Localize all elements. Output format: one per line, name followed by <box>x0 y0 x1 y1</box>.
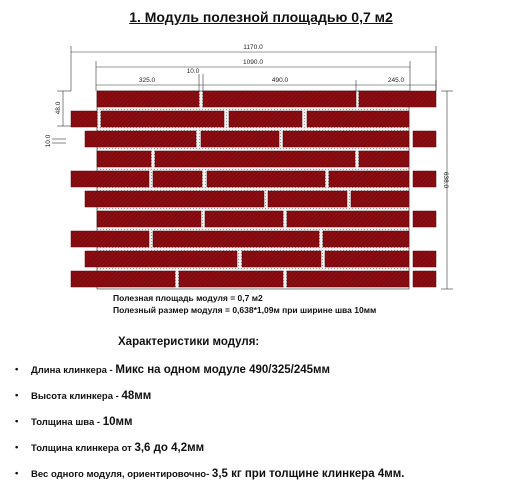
clinker-brick <box>413 171 436 187</box>
spec-label: Высота клинкера - <box>31 391 122 402</box>
clinker-brick <box>359 91 436 107</box>
spec-item <box>15 416 133 428</box>
dim-overall-width: 1170.0 <box>243 44 263 51</box>
spec-label: Толщина шва - <box>31 417 103 428</box>
dim-joint-top: 10.0 <box>186 68 200 75</box>
clinker-brick <box>97 91 199 107</box>
clinker-brick <box>155 151 355 167</box>
clinker-brick <box>85 131 196 147</box>
clinker-brick <box>413 271 436 287</box>
clinker-brick <box>307 111 409 127</box>
clinker-brick <box>97 211 201 227</box>
clinker-brick <box>207 171 325 187</box>
clinker-brick <box>413 251 436 267</box>
bullet: • <box>15 390 19 401</box>
spec-item <box>15 442 205 454</box>
clinker-brick <box>413 131 436 147</box>
clinker-brick <box>329 171 409 187</box>
clinker-brick <box>413 211 436 227</box>
clinker-brick <box>85 191 264 207</box>
clinker-brick <box>205 211 283 227</box>
clinker-brick <box>323 231 409 247</box>
spec-item <box>15 390 152 402</box>
clinker-brick <box>359 151 409 167</box>
dim-brick-left: 325.0 <box>138 77 156 84</box>
specs-heading: Характеристики модуля: <box>118 336 260 348</box>
bullet: • <box>15 416 19 427</box>
spec-label: Вес одного модуля, ориентировочно- <box>31 469 212 480</box>
spec-label: Толщина клинкера от <box>31 443 135 454</box>
spec-value: 10мм <box>102 416 133 428</box>
page-title: 1. Модуль полезной площадью 0,7 м2 <box>129 9 393 25</box>
dim-brick-right: 245.0 <box>387 77 405 84</box>
clinker-brick <box>71 171 149 187</box>
clinker-brick <box>242 251 321 267</box>
clinker-brick <box>287 211 409 227</box>
clinker-brick <box>283 131 409 147</box>
dim-brick-middle: 490.0 <box>271 77 289 84</box>
spec-item <box>15 364 331 376</box>
clinker-brick <box>229 111 302 127</box>
clinker-brick <box>268 191 347 207</box>
clinker-brick <box>85 251 237 267</box>
clinker-brick <box>325 251 409 267</box>
note-size: Полезный размер модуля = 0,638*1,09м при ширине шва 10мм <box>113 305 377 315</box>
bullet: • <box>15 442 19 453</box>
clinker-brick <box>203 91 356 107</box>
clinker-brick <box>71 271 175 287</box>
bullet: • <box>15 468 19 479</box>
clinker-brick <box>153 231 319 247</box>
spec-item <box>15 468 405 480</box>
spec-value: 3,6 до 4,2мм <box>134 442 205 454</box>
clinker-brick <box>71 231 149 247</box>
clinker-brick <box>201 131 279 147</box>
dim-brick-height: 48.0 <box>55 101 62 115</box>
spec-value: 48мм <box>121 390 152 402</box>
spec-value: 3,5 кг при толщине клинкера 4мм. <box>211 468 405 480</box>
clinker-brick <box>153 171 202 187</box>
clinker-brick <box>101 111 224 127</box>
dim-joint-side: 10.0 <box>45 134 52 148</box>
clinker-brick <box>97 151 151 167</box>
clinker-brick <box>71 111 97 127</box>
clinker-brick <box>287 271 409 287</box>
note-area: Полезная площадь модуля = 0,7 м2 <box>113 293 263 303</box>
spec-value: Микс на одном модуле 490/325/245мм <box>115 364 331 376</box>
clinker-brick <box>351 191 409 207</box>
clinker-brick <box>179 271 283 287</box>
bullet: • <box>15 364 19 375</box>
spec-label: Длина клинкера - <box>31 365 116 376</box>
dim-useful-width: 1090.0 <box>243 59 263 66</box>
dim-module-height: 638.0 <box>442 171 449 189</box>
